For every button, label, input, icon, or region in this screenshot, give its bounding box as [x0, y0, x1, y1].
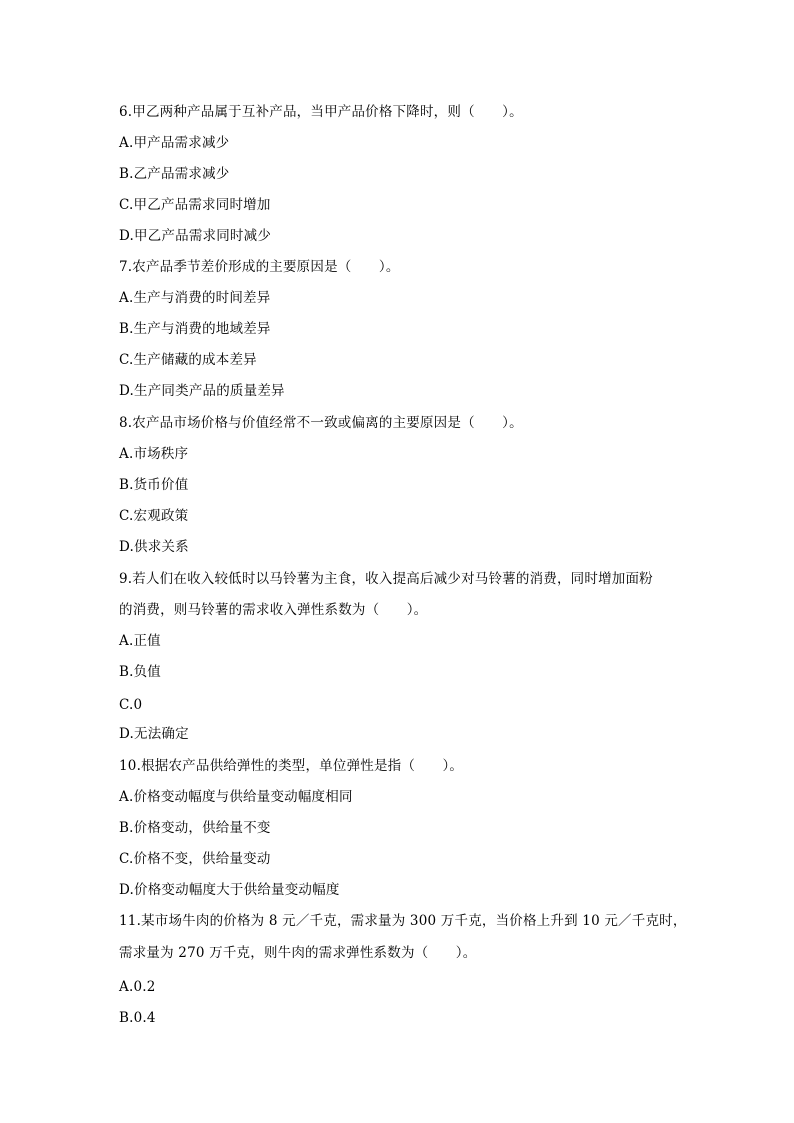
question-10-option-b: B.价格变动，供给量不变 [119, 820, 271, 836]
question-7-option-a: A.生产与消费的时间差异 [119, 290, 271, 306]
question-10-option-a: A.价格变动幅度与供给量变动幅度相同 [119, 789, 353, 805]
question-10-option-c: C.价格不变，供给量变动 [119, 851, 271, 867]
question-6-stem: 6.甲乙两种产品属于互补产品，当甲产品价格下降时，则（ ）。 [119, 104, 523, 120]
question-7-stem: 7.农产品季节差价形成的主要原因是（ ）。 [119, 259, 400, 275]
question-6-option-c: C.甲乙产品需求同时增加 [119, 197, 271, 213]
question-9-stem-line-2: 的消费，则马铃薯的需求收入弹性系数为（ ）。 [119, 602, 428, 618]
question-8-option-a: A.市场秩序 [119, 446, 189, 462]
question-8-option-b: B.货币价值 [119, 477, 189, 493]
question-7-option-b: B.生产与消费的地域差异 [119, 321, 271, 337]
question-8-option-c: C.宏观政策 [119, 508, 189, 524]
question-8-option-d: D.供求关系 [119, 539, 189, 555]
question-9-option-a: A.正值 [119, 633, 161, 649]
question-6-option-b: B.乙产品需求减少 [119, 166, 230, 182]
question-7-option-c: C.生产储藏的成本差异 [119, 352, 257, 368]
question-9-option-d: D.无法确定 [119, 726, 189, 742]
question-10-stem: 10.根据农产品供给弹性的类型，单位弹性是指（ ）。 [119, 758, 464, 774]
question-9-option-b: B.负值 [119, 664, 162, 680]
question-6-option-a: A.甲产品需求减少 [119, 135, 230, 151]
question-9-stem-line-1: 9.若人们在收入较低时以马铃薯为主食，收入提高后减少对马铃薯的消费，同时增加面粉 [119, 571, 653, 587]
question-10-option-d: D.价格变动幅度大于供给量变动幅度 [119, 882, 340, 898]
question-11-option-b: B.0.4 [119, 1010, 156, 1026]
question-6-option-d: D.甲乙产品需求同时减少 [119, 228, 272, 244]
question-7-option-d: D.生产同类产品的质量差异 [119, 383, 285, 399]
question-11-option-a: A.0.2 [119, 979, 156, 995]
question-11-stem-line-1: 11.某市场牛肉的价格为 8 元／千克，需求量为 300 万千克，当价格上升到 10 元／千克时， [119, 913, 687, 929]
question-11-stem-line-2: 需求量为 270 万千克，则牛肉的需求弹性系数为（ ）。 [119, 945, 477, 961]
question-9-option-c: C.0 [119, 697, 143, 713]
question-8-stem: 8.农产品市场价格与价值经常不一致或偏离的主要原因是（ ）。 [119, 415, 523, 431]
